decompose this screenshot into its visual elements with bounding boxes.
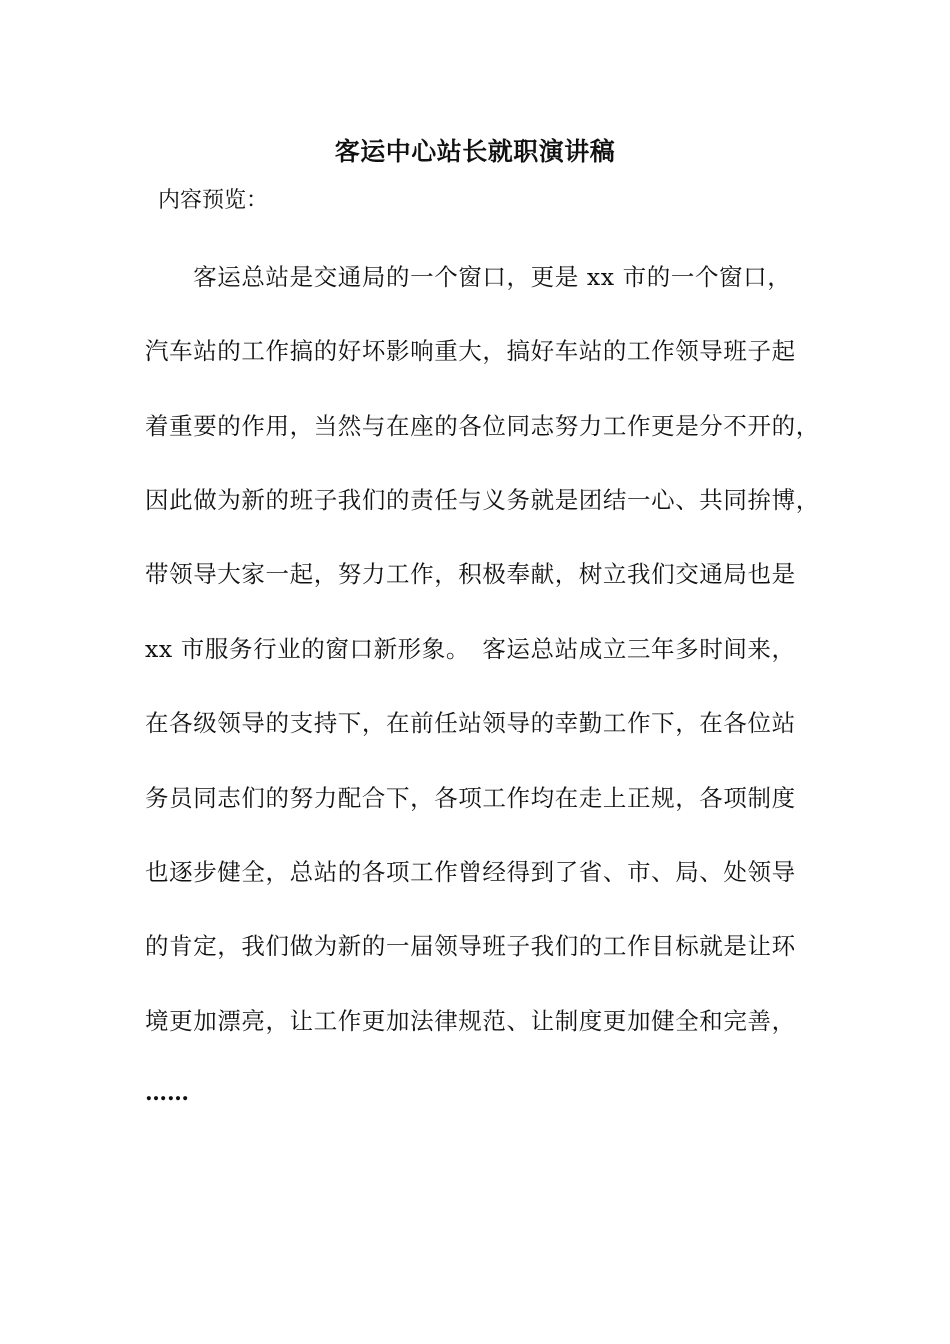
document-title: 客运中心站长就职演讲稿	[334, 137, 616, 166]
body-line: 的肯定，我们做为新的一届领导班子我们的工作目标就是让环	[145, 932, 796, 960]
ellipsis: ……	[145, 1080, 189, 1106]
body-line: xx 市服务行业的窗口新形象。 客运总站成立三年多时间来，	[145, 635, 796, 663]
body-line: 务员同志们的努力配合下，各项工作均在走上正规，各项制度	[145, 784, 796, 812]
body-line: 客运总站是交通局的一个窗口，更是 xx 市的一个窗口，	[145, 263, 792, 291]
body-line: 也逐步健全，总站的各项工作曾经得到了省、市、局、处领导	[145, 858, 796, 886]
body-line: 汽车站的工作搞的好坏影响重大，搞好车站的工作领导班子起	[145, 337, 796, 365]
body-line: 因此做为新的班子我们的责任与义务就是团结一心、共同拚博，	[145, 486, 820, 514]
preview-label: 内容预览：	[158, 188, 269, 213]
body-line: 境更加漂亮，让工作更加法律规范、让制度更加健全和完善，	[145, 1007, 796, 1035]
body-line: 在各级领导的支持下，在前任站领导的幸勤工作下，在各位站	[145, 709, 796, 737]
body-line: 着重要的作用，当然与在座的各位同志努力工作更是分不开的，	[145, 412, 820, 440]
body-line: 带领导大家一起，努力工作，积极奉献，树立我们交通局也是	[145, 560, 796, 588]
